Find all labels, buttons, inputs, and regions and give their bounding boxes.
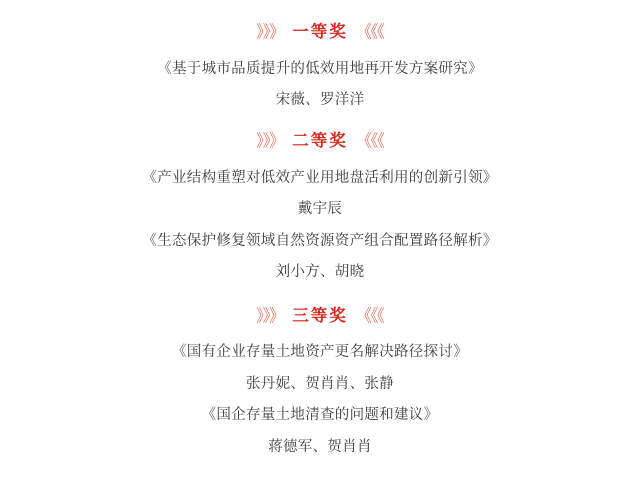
entry-authors: 戴宇辰 bbox=[297, 201, 343, 218]
entry-authors: 蒋德军、贺肖肖 bbox=[268, 438, 372, 455]
award-header bbox=[256, 21, 384, 43]
list-item bbox=[142, 221, 497, 284]
arrow-right-decoration-icon: 《《《 bbox=[356, 305, 384, 326]
entry-title: 《生态保护修复领域自然资源资产组合配置路径解析》 bbox=[142, 232, 498, 249]
award-section-second-prize bbox=[0, 123, 640, 283]
entry-authors: 宋薇、罗洋洋 bbox=[275, 91, 365, 108]
list-item bbox=[202, 395, 439, 458]
entry-title: 《基于城市品质提升的低效用地再开发方案研究》 bbox=[157, 60, 483, 77]
award-header bbox=[256, 305, 384, 326]
entry-title: 《国有企业存量土地资产更名解决路径探讨》 bbox=[172, 344, 468, 361]
arrow-left-decoration-icon: 》》》 bbox=[256, 130, 284, 152]
arrow-left-decoration-icon: 》》》 bbox=[256, 305, 284, 326]
list-item bbox=[157, 49, 483, 112]
award-section-third-prize bbox=[0, 298, 640, 458]
entry-title: 《国企存量土地清查的问题和建议》 bbox=[201, 407, 439, 424]
award-section-first-prize bbox=[0, 14, 640, 111]
award-header bbox=[256, 130, 384, 152]
award-title: 三等奖 bbox=[292, 305, 348, 325]
entry-authors: 刘小方、胡晓 bbox=[275, 264, 365, 281]
entry-title: 《产业结构重塑对低效产业用地盘活利用的创新引领》 bbox=[142, 169, 498, 186]
arrow-right-decoration-icon: 《《《 bbox=[356, 130, 384, 152]
list-item bbox=[172, 332, 468, 395]
arrow-right-decoration-icon: 《《《 bbox=[356, 21, 384, 43]
entry-authors: 张丹妮、贺肖肖、张静 bbox=[246, 375, 394, 392]
award-title: 一等奖 bbox=[292, 22, 348, 41]
list-item bbox=[142, 158, 497, 221]
arrow-left-decoration-icon: 》》》 bbox=[256, 21, 284, 43]
award-title: 二等奖 bbox=[292, 131, 348, 151]
